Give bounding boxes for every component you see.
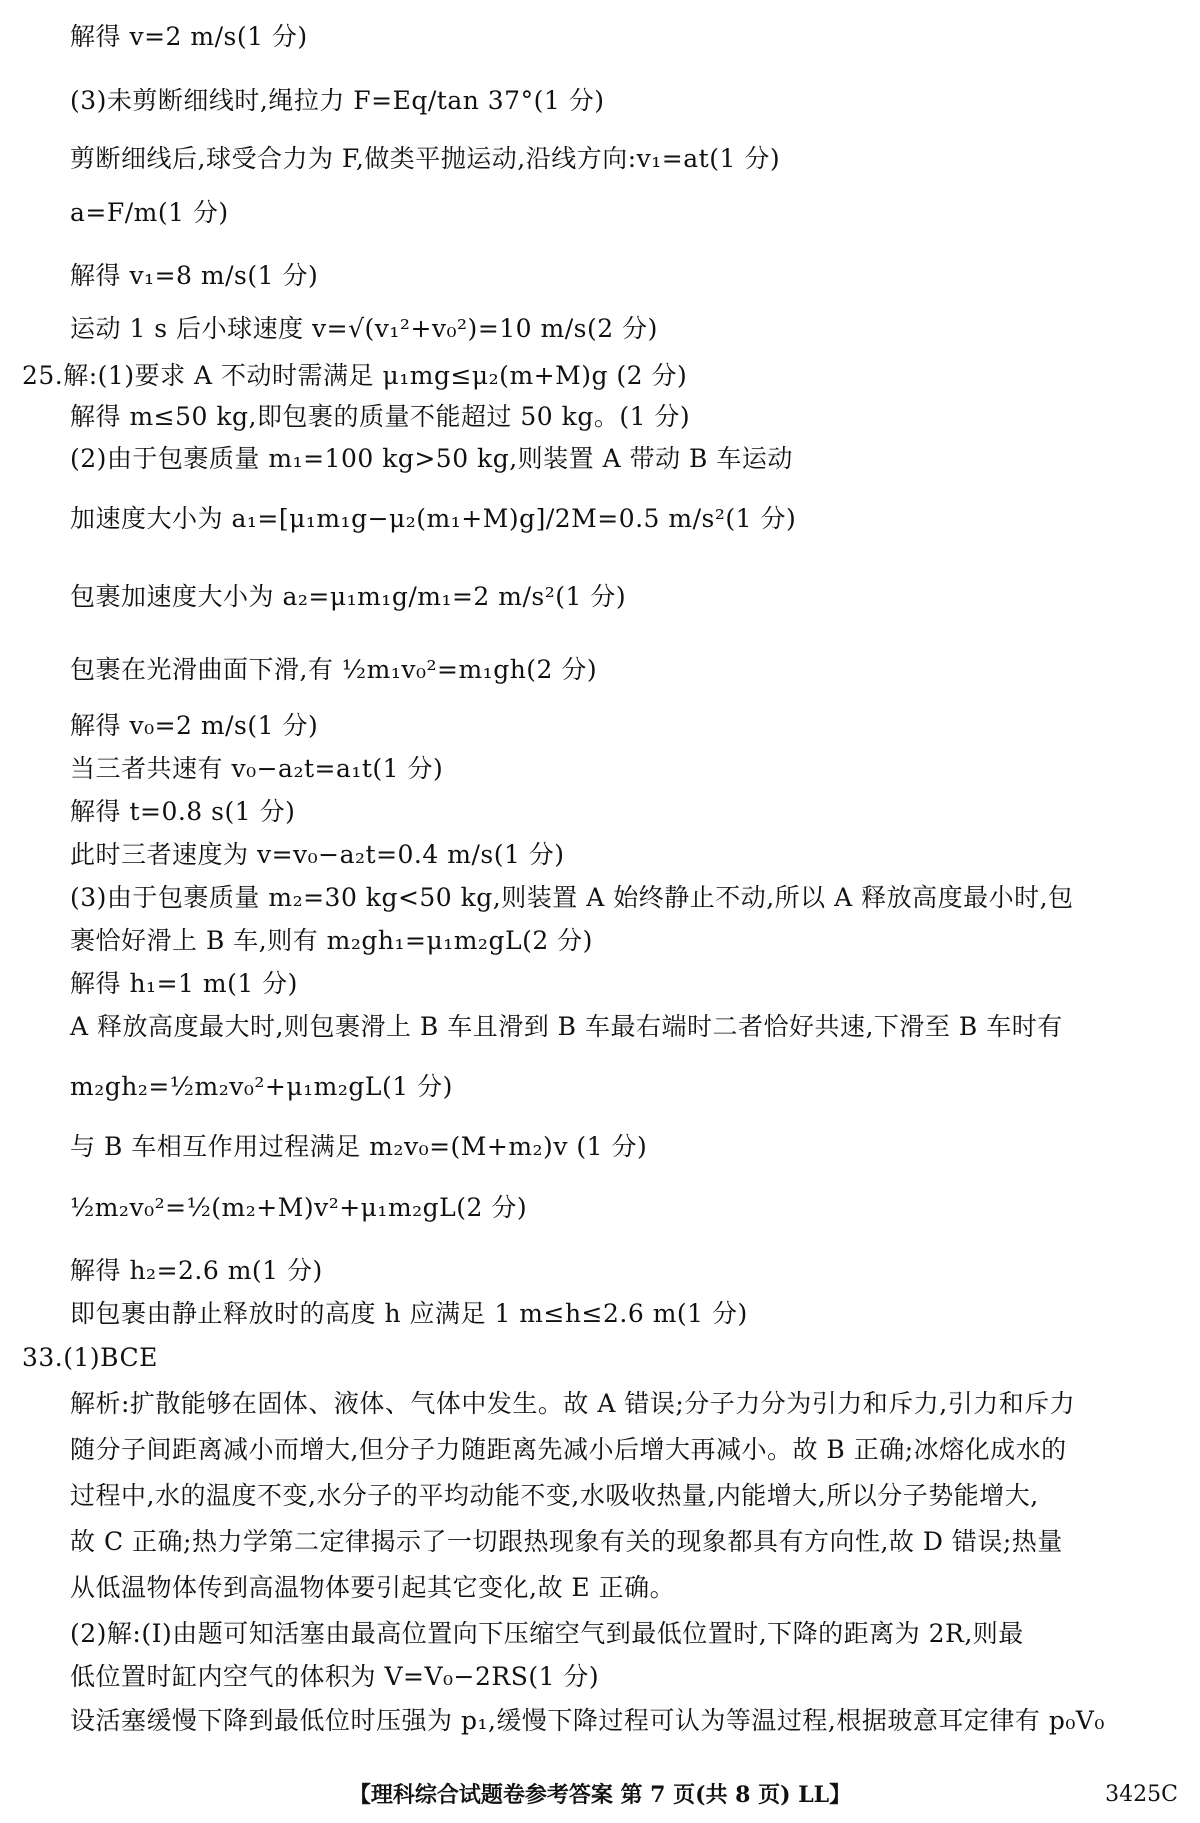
text-line: 解得 h₁=1 m(1 分) (70, 969, 298, 998)
text-line: (2)解:(Ⅰ)由题可知活塞由最高位置向下压缩空气到最低位置时,下降的距离为 2R,则最 (70, 1619, 1024, 1648)
text-line: 即包裹由静止释放时的高度 h 应满足 1 m≤h≤2.6 m(1 分) (70, 1299, 748, 1328)
text-line: 解得 v=2 m/s(1 分) (70, 22, 308, 51)
text-line: 随分子间距离减小而增大,但分子力随距离先减小后增大再减小。故 B 正确;冰熔化成水的 (70, 1435, 1067, 1464)
text-line: 设活塞缓慢下降到最低位时压强为 p₁,缓慢下降过程可认为等温过程,根据玻意耳定律有 p₀V₀ (70, 1706, 1105, 1735)
text-line: 解析:扩散能够在固体、液体、气体中发生。故 A 错误;分子力分为引力和斥力,引力和斥力 (70, 1389, 1076, 1418)
text-line: 25.解:(1)要求 A 不动时需满足 μ₁mg≤μ₂(m+M)g (2 分) (22, 361, 688, 390)
text-line: (3)由于包裹质量 m₂=30 kg<50 kg,则装置 A 始终静止不动,所以 A 释放高度最小时,包 (70, 883, 1074, 912)
text-line: 运动 1 s 后小球速度 v=√(v₁²+v₀²)=10 m/s(2 分) (70, 314, 658, 343)
page-footer (0, 1778, 1200, 1812)
text-line: 故 C 正确;热力学第二定律揭示了一切跟热现象有关的现象都具有方向性,故 D 错误;热量 (70, 1527, 1063, 1556)
text-line: m₂gh₂=½m₂v₀²+μ₁m₂gL(1 分) (70, 1072, 453, 1101)
text-line: 与 B 车相互作用过程满足 m₂v₀=(M+m₂)v (1 分) (70, 1132, 648, 1161)
text-line: 低位置时缸内空气的体积为 V=V₀−2RS(1 分) (70, 1662, 600, 1691)
text-line: 解得 v₁=8 m/s(1 分) (70, 261, 319, 290)
footer-code: 3425C (1105, 1782, 1178, 1807)
text-line: 解得 h₂=2.6 m(1 分) (70, 1256, 323, 1285)
text-line: 剪断细线后,球受合力为 F,做类平抛运动,沿线方向:v₁=at(1 分) (70, 144, 781, 173)
footer-title: 【理科综合试题卷参考答案 第 7 页(共 8 页) LL】 (348, 1782, 852, 1808)
text-line: 包裹在光滑曲面下滑,有 ½m₁v₀²=m₁gh(2 分) (70, 655, 598, 684)
text-line: 加速度大小为 a₁=[μ₁m₁g−μ₂(m₁+M)g]/2M=0.5 m/s²(1 分) (70, 504, 797, 533)
text-line: 裹恰好滑上 B 车,则有 m₂gh₁=μ₁m₂gL(2 分) (70, 926, 593, 955)
text-line: 从低温物体传到高温物体要引起其它变化,故 E 正确。 (70, 1573, 676, 1602)
text-line: 此时三者速度为 v=v₀−a₂t=0.4 m/s(1 分) (70, 840, 565, 869)
text-line: (2)由于包裹质量 m₁=100 kg>50 kg,则装置 A 带动 B 车运动 (70, 444, 793, 473)
text-line: 当三者共速有 v₀−a₂t=a₁t(1 分) (70, 754, 444, 783)
text-line: (3)未剪断细线时,绳拉力 F=Eq/tan 37°(1 分) (70, 86, 605, 115)
text-line: A 释放高度最大时,则包裹滑上 B 车且滑到 B 车最右端时二者恰好共速,下滑至 B 车时有 (70, 1012, 1063, 1041)
text-line: ½m₂v₀²=½(m₂+M)v²+μ₁m₂gL(2 分) (70, 1193, 528, 1222)
text-line: 过程中,水的温度不变,水分子的平均动能不变,水吸收热量,内能增大,所以分子势能增大, (70, 1481, 1039, 1510)
text-line: 包裹加速度大小为 a₂=μ₁m₁g/m₁=2 m/s²(1 分) (70, 582, 627, 611)
text-line: a=F/m(1 分) (70, 198, 229, 227)
text-line: 解得 v₀=2 m/s(1 分) (70, 711, 319, 740)
text-line: 33.(1)BCE (22, 1343, 158, 1372)
text-line: 解得 m≤50 kg,即包裹的质量不能超过 50 kg。(1 分) (70, 402, 691, 431)
text-line: 解得 t=0.8 s(1 分) (70, 797, 296, 826)
